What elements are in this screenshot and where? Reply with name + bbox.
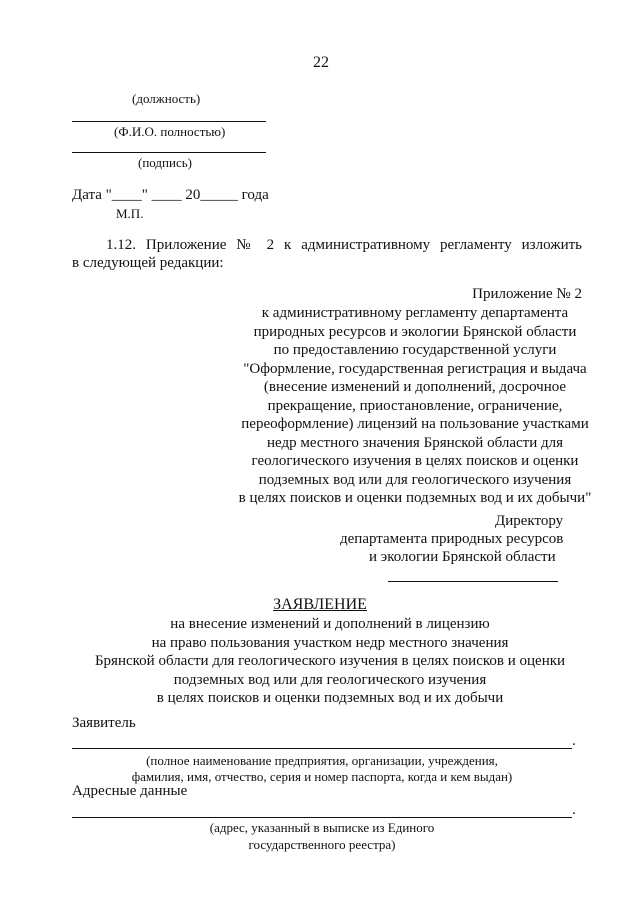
appendix-line: (внесение изменений и дополнений, досрочное (263, 379, 567, 395)
date-blank-month: ____ (151, 187, 182, 203)
statement-line: Брянской области для геологического изучения в целях поисков и оценки (94, 653, 566, 669)
appendix-line: по предоставлению государственной услуги (273, 342, 557, 358)
statement-line: на право пользования участком недр местного значения (151, 634, 509, 651)
appendix-line: к административному регламенту департамента (261, 305, 569, 321)
appendix-line: "Оформление, государственная регистрация и выдача (243, 360, 587, 377)
appendix-title: Приложение № 2 (472, 286, 582, 302)
appendix-line: недр местного значения Брянской области для (267, 434, 563, 451)
statement-title: ЗАЯВЛЕНИЕ (273, 596, 367, 613)
applicant-caption-2: фамилия, имя, отчество, серия и номер паспорта, когда и кем выдан) (131, 769, 513, 784)
date-blank-year: _____ (200, 187, 238, 203)
appendix-line: переоформление) лицензий на пользование участками (241, 416, 589, 432)
applicant-line-end: . (572, 733, 576, 749)
address-line[interactable] (72, 817, 572, 818)
applicant-label: Заявитель (72, 715, 136, 731)
date-quote-open: " (105, 187, 112, 203)
appendix-line: в целях поисков и оценки подземных вод и их добычи" (238, 490, 592, 506)
date-row (72, 187, 269, 204)
fio-caption: (Ф.И.О. полностью) (114, 124, 226, 139)
statement-line: на внесение изменений и дополнений в лицензию (170, 616, 490, 632)
signature-line (72, 152, 266, 153)
appendix-line: природных ресурсов и экологии Брянской области (253, 323, 577, 340)
position-caption: (должность) (132, 91, 201, 106)
address-line-end: . (572, 802, 576, 818)
applicant-line[interactable] (72, 748, 572, 749)
date-year-prefix: 20 (185, 187, 201, 203)
addressee-signature-line (388, 581, 558, 582)
statement-line: подземных вод или для геологического изучения (173, 671, 487, 688)
address-caption-1: (адрес, указанный в выписке из Единого (209, 820, 435, 835)
paragraph-line-1: 1.12. Приложение № 2 к административному регламенту изложить (106, 237, 582, 253)
page-number: 22 (313, 54, 329, 71)
stamp-label: М.П. (116, 206, 144, 221)
appendix-line: подземных вод или для геологического изучения (258, 471, 572, 488)
signature-caption: (подпись) (138, 155, 192, 170)
statement-body (40, 615, 620, 708)
appendix-line: прекращение, приостановление, ограничение, (267, 397, 563, 414)
paragraph-1-12 (72, 236, 582, 272)
date-year-word: года (241, 187, 269, 203)
statement-line: в целях поисков и оценки подземных вод и их добычи (156, 690, 504, 706)
date-label: Дата (72, 187, 102, 203)
date-blank-day: ____ (111, 187, 142, 203)
address-caption-2: государственного реестра) (248, 837, 396, 852)
date-quote-close: " (141, 187, 148, 203)
appendix-header-block (228, 304, 602, 508)
addressee-line-1: Директору (495, 513, 564, 529)
appendix-line: геологического изучения в целях поисков и оценки (251, 453, 579, 469)
address-label: Адресные данные (72, 783, 188, 799)
applicant-caption-1: (полное наименование предприятия, организации, учреждения, (146, 753, 498, 768)
paragraph-line-2: в следующей редакции: (72, 255, 224, 271)
addressee-line-3: и экологии Брянской области (369, 549, 556, 565)
addressee-line-2: департамента природных ресурсов (340, 531, 564, 547)
fio-line (72, 121, 266, 122)
